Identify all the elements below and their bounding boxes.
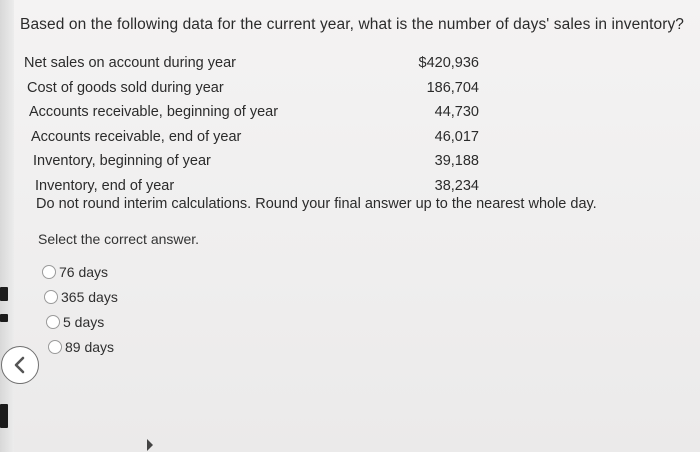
option-label: 365 days xyxy=(61,289,118,305)
edge-bar xyxy=(0,287,8,301)
pointer-mark xyxy=(147,439,153,451)
row-value: 38,234 xyxy=(434,177,479,194)
select-prompt: Select the correct answer. xyxy=(38,231,200,247)
option-label: 89 days xyxy=(65,339,115,355)
data-table xyxy=(24,52,479,199)
edge-bar xyxy=(0,404,8,428)
data-row xyxy=(24,52,479,77)
chevron-left-icon xyxy=(10,355,30,375)
row-label: Accounts receivable, end of year xyxy=(31,128,242,145)
answer-option-76-days[interactable] xyxy=(42,264,108,280)
data-row xyxy=(24,77,479,102)
data-row xyxy=(24,126,479,151)
option-label: 76 days xyxy=(59,264,109,280)
radio-unselected-icon[interactable] xyxy=(46,315,60,329)
data-row xyxy=(24,101,479,126)
left-edge xyxy=(0,0,14,452)
edge-bar xyxy=(0,314,8,322)
answer-option-5-days[interactable] xyxy=(46,314,104,330)
instructions-text: Do not round interim calculations. Round your final answer up to the nearest whole day. xyxy=(36,196,597,212)
option-label: 5 days xyxy=(63,314,105,330)
answer-option-365-days[interactable] xyxy=(44,289,118,305)
row-value: 186,704 xyxy=(426,79,479,96)
answer-option-89-days[interactable] xyxy=(48,339,114,355)
row-value: 39,188 xyxy=(434,153,479,169)
row-label: Inventory, beginning of year xyxy=(33,153,211,169)
back-button[interactable] xyxy=(1,346,39,384)
row-value: 44,730 xyxy=(434,104,479,120)
data-row xyxy=(24,150,479,175)
radio-unselected-icon[interactable] xyxy=(44,290,58,304)
radio-unselected-icon[interactable] xyxy=(42,265,56,279)
row-value: $420,936 xyxy=(418,55,479,71)
radio-unselected-icon[interactable] xyxy=(48,340,62,354)
row-label: Inventory, end of year xyxy=(35,177,175,194)
row-label: Net sales on account during year xyxy=(24,55,236,71)
question-text: Based on the following data for the current year, what is the number of days' sales in inventory? xyxy=(20,16,685,33)
row-label: Accounts receivable, beginning of year xyxy=(29,104,279,120)
row-value: 46,017 xyxy=(434,128,479,145)
row-label: Cost of goods sold during year xyxy=(27,79,224,96)
